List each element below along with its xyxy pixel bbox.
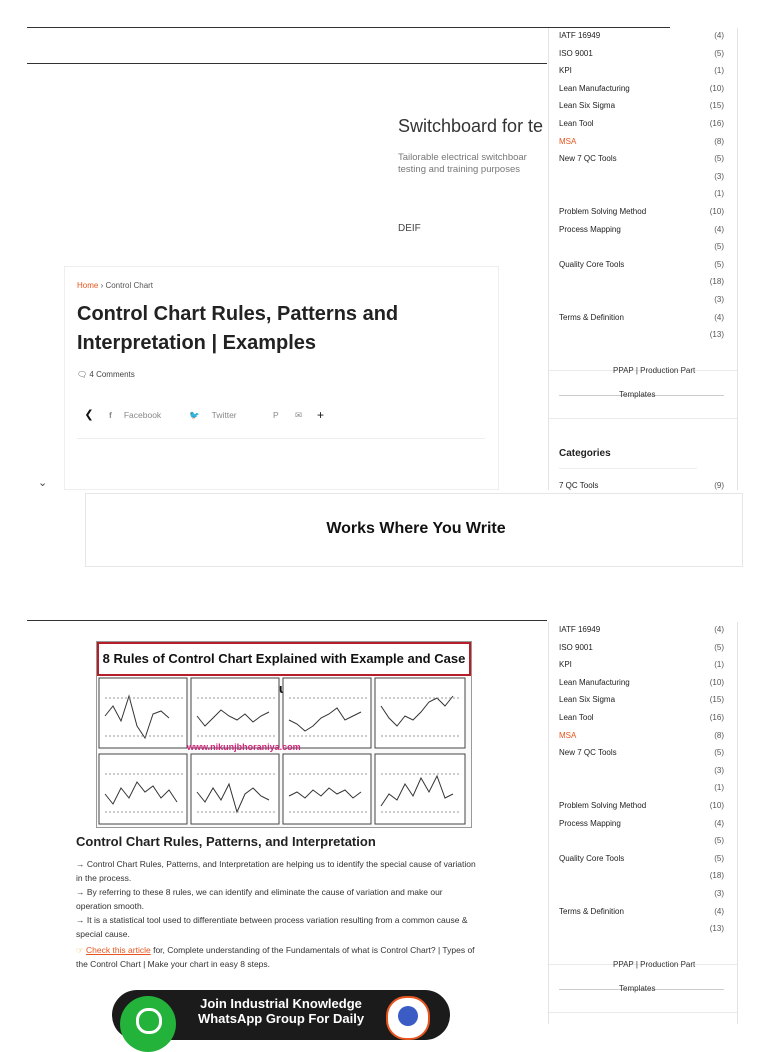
sidebar-category-item[interactable] [559,118,724,130]
breadcrumb-current: Control Chart [105,281,154,290]
sidebar-separator [559,468,697,469]
ppap-link[interactable]: PPAP | Production Part [613,960,696,969]
sidebar-category-item[interactable] [559,100,724,112]
templates-link[interactable]: Templates [619,984,656,993]
sidebar-category-count: (1) [714,66,724,75]
sidebar-category-label: Lean Manufacturing [559,83,630,93]
sidebar-category-count: (5) [714,259,724,269]
paragraph-3: → It is a statistical tool used to differentiate between process variation resulting from a common cause & special cause. [76,915,468,939]
sidebar-category-count: (4) [714,818,724,828]
sidebar-category-label: Problem Solving Method [559,801,647,810]
category-item[interactable]: 7 QC Tools (9) [559,481,724,490]
ad-title[interactable]: Switchboard for te [398,116,544,136]
sidebar-category-label: Lean Tool [559,713,594,722]
sidebar-category-count: (18) [709,871,724,880]
sidebar-category-item[interactable] [559,853,724,865]
sidebar-category-label: Lean Six Sigma [559,695,616,704]
divider [77,438,485,439]
sidebar-category-item[interactable] [559,747,724,759]
sidebar-category-item[interactable] [559,65,724,77]
sidebar-category-count: (5) [714,836,724,845]
comments-count: 4 Comments [89,370,135,379]
sidebar-category-count: (10) [709,801,724,810]
sidebar-category-label: IATF 16949 [559,625,601,634]
sidebar-category-count: (18) [709,277,724,286]
sidebar-category-label: Terms & Definition [559,906,624,916]
sidebar-category-item[interactable] [559,224,724,236]
sidebar-category-label: Process Mapping [559,818,621,828]
sidebar-category-count: (16) [709,713,724,722]
sidebar-category-item[interactable] [559,259,724,271]
sidebar-category-item[interactable] [559,171,724,183]
sidebar-category-item[interactable] [559,294,724,306]
sidebar-category-item[interactable] [559,765,724,777]
breadcrumb [77,281,153,290]
sidebar-category-count: (5) [714,154,724,163]
sidebar-category-count: (13) [709,330,724,339]
header-rule [27,620,547,621]
sidebar-category-count: (16) [709,119,724,128]
check-article-link[interactable]: Check this article [86,945,151,955]
more-share-icon[interactable]: + [317,408,325,422]
sidebar-category-count: (15) [709,695,724,704]
chart-watermark: www.nikunjbhoraniya.com [187,742,301,752]
sidebar-category-item[interactable] [559,329,724,341]
sidebar-category-item[interactable] [559,906,724,918]
sidebar-category-item[interactable] [559,153,724,165]
section-title: Control Chart Rules, Patterns, and Interpretation [76,834,376,849]
categories-heading: Categories [559,448,611,459]
sidebar-category-item[interactable] [559,30,724,42]
sidebar-category-item[interactable] [559,276,724,288]
sidebar-category-item[interactable] [559,677,724,689]
facebook-icon: f [109,410,112,420]
whatsapp-line-1: Join Industrial Knowledge [200,996,362,1011]
twitter-icon: 🐦 [189,410,200,420]
comments-link[interactable] [77,370,135,379]
sidebar-category-count: (5) [714,242,724,251]
sidebar-category-item[interactable] [559,712,724,724]
ad-block[interactable] [383,80,548,260]
breadcrumb-home[interactable]: Home [77,281,99,290]
ad-description: Tailorable electrical switchboar testing and training purposes [398,152,527,175]
sidebar-category-count: (4) [714,224,724,234]
control-chart-image [96,641,472,828]
sidebar-category-label: MSA [559,136,577,146]
sidebar-category-label: ISO 9001 [559,642,593,652]
whatsapp-button-text [186,996,376,1026]
paragraph-2: → By referring to these 8 rules, we can identify and eliminate the cause of variation and make our operation smooth. [76,887,443,911]
sidebar-category-count: (4) [714,31,724,40]
whatsapp-line-2: WhatsApp Group For Daily [197,1011,365,1026]
sidebar-category-item[interactable] [559,48,724,60]
sidebar-category-count: (1) [714,189,724,198]
sidebar-category-item[interactable] [559,800,724,812]
sidebar-separator [549,1012,737,1013]
sidebar-category-item[interactable] [559,136,724,148]
sidebar-category-label: KPI [559,660,572,669]
sidebar-category-count: (3) [714,889,724,898]
ad-brand[interactable]: DEIF [398,223,421,234]
sidebar-category-item[interactable] [559,835,724,847]
sidebar-category-count: (3) [714,171,724,181]
facebook-share-button[interactable] [109,405,179,425]
header-rule [27,63,547,64]
paragraph-4 [76,944,476,971]
article-header-card [64,266,499,490]
banner-text: Works Where You Write [326,520,506,537]
templates-link[interactable]: Templates [619,390,656,399]
facebook-label: Facebook [123,410,162,420]
sidebar-bottom [548,622,738,1024]
sidebar-category-count: (5) [714,748,724,757]
paragraph-4-text: for, Complete understanding of the Fundamentals of what is Control Chart? | Types of the Control Chart | Make your chart in easy 8 steps. [76,945,475,969]
promo-banner[interactable] [85,493,743,567]
twitter-label: Twitter [211,410,237,420]
sidebar-category-label: New 7 QC Tools [559,154,617,163]
chart-image-header: 8 Rules of Control Chart Explained with Example and Case [97,642,471,676]
sidebar-category-count: (1) [714,660,724,669]
sidebar-category-label: Terms & Definition [559,312,624,322]
sidebar-category-item[interactable] [559,730,724,742]
sidebar-category-item[interactable] [559,188,724,200]
sidebar-category-count: (4) [714,312,724,322]
sidebar-category-label: Lean Six Sigma [559,101,616,110]
sidebar-category-item[interactable] [559,659,724,671]
sidebar-category-label: Lean Tool [559,119,594,128]
sidebar-category-label: MSA [559,730,577,740]
sidebar-category-item[interactable] [559,888,724,900]
sidebar-category-count: (5) [714,48,724,58]
sidebar-category-count: (4) [714,906,724,916]
sidebar-category-count: (3) [714,765,724,775]
breadcrumb-separator: › [98,281,106,290]
pinterest-icon[interactable]: P [273,410,279,420]
sidebar-category-label: KPI [559,66,572,75]
share-icon[interactable]: ❮ [84,409,94,421]
sidebar-category-count: (10) [709,207,724,216]
ppap-link[interactable]: PPAP | Production Part [613,366,696,375]
sidebar-category-label: ISO 9001 [559,48,593,58]
sidebar-category-count: (13) [709,924,724,933]
sidebar-category-count: (8) [714,730,724,740]
sidebar-category-label: New 7 QC Tools [559,748,617,757]
sidebar-category-label: Quality Core Tools [559,853,625,863]
sidebar-category-count: (15) [709,101,724,110]
sidebar-category-item[interactable] [559,83,724,95]
sidebar-category-count: (4) [714,625,724,634]
sidebar-category-label: Quality Core Tools [559,259,625,269]
sidebar-category-item[interactable] [559,923,724,935]
site-logo-icon [386,996,430,1040]
sidebar-category-label: IATF 16949 [559,31,601,40]
sidebar-category-item[interactable] [559,642,724,654]
sidebar-category-item[interactable] [559,694,724,706]
whatsapp-join-button[interactable] [112,990,450,1040]
sidebar-category-item[interactable] [559,312,724,324]
whatsapp-icon [120,996,176,1052]
sidebar-category-item[interactable] [559,624,724,636]
sidebar-category-item[interactable] [559,206,724,218]
email-icon[interactable]: ✉ [295,410,303,420]
sidebar-category-item[interactable] [559,241,724,253]
chevron-down-icon[interactable]: ⌄ [38,477,48,489]
sidebar-category-item[interactable] [559,870,724,882]
sidebar-category-count: (1) [714,783,724,792]
sidebar-category-count: (5) [714,853,724,863]
sidebar-category-count: (10) [709,677,724,687]
sidebar-category-item[interactable] [559,782,724,794]
sidebar-category-label: Lean Manufacturing [559,677,630,687]
page-title: Control Chart Rules, Patterns and Interpretation | Examples [77,303,399,354]
sidebar-category-label: Problem Solving Method [559,207,647,216]
paragraph-1: → Control Chart Rules, Patterns, and Interpretation are helping us to identify the special cause of variation in the process. [76,859,476,883]
sidebar-top [548,28,738,490]
pointing-hand-icon: ☞ [76,945,84,955]
sidebar-category-count: (3) [714,295,724,304]
comment-icon: 🗨 [77,370,88,379]
twitter-share-button[interactable] [189,405,259,425]
sidebar-category-count: (10) [709,83,724,93]
sidebar-category-item[interactable] [559,818,724,830]
share-bar [77,405,487,429]
sidebar-category-count: (5) [714,642,724,652]
sidebar-category-label: Process Mapping [559,224,621,234]
sidebar-category-count: (8) [714,136,724,146]
sidebar-separator [549,418,737,419]
